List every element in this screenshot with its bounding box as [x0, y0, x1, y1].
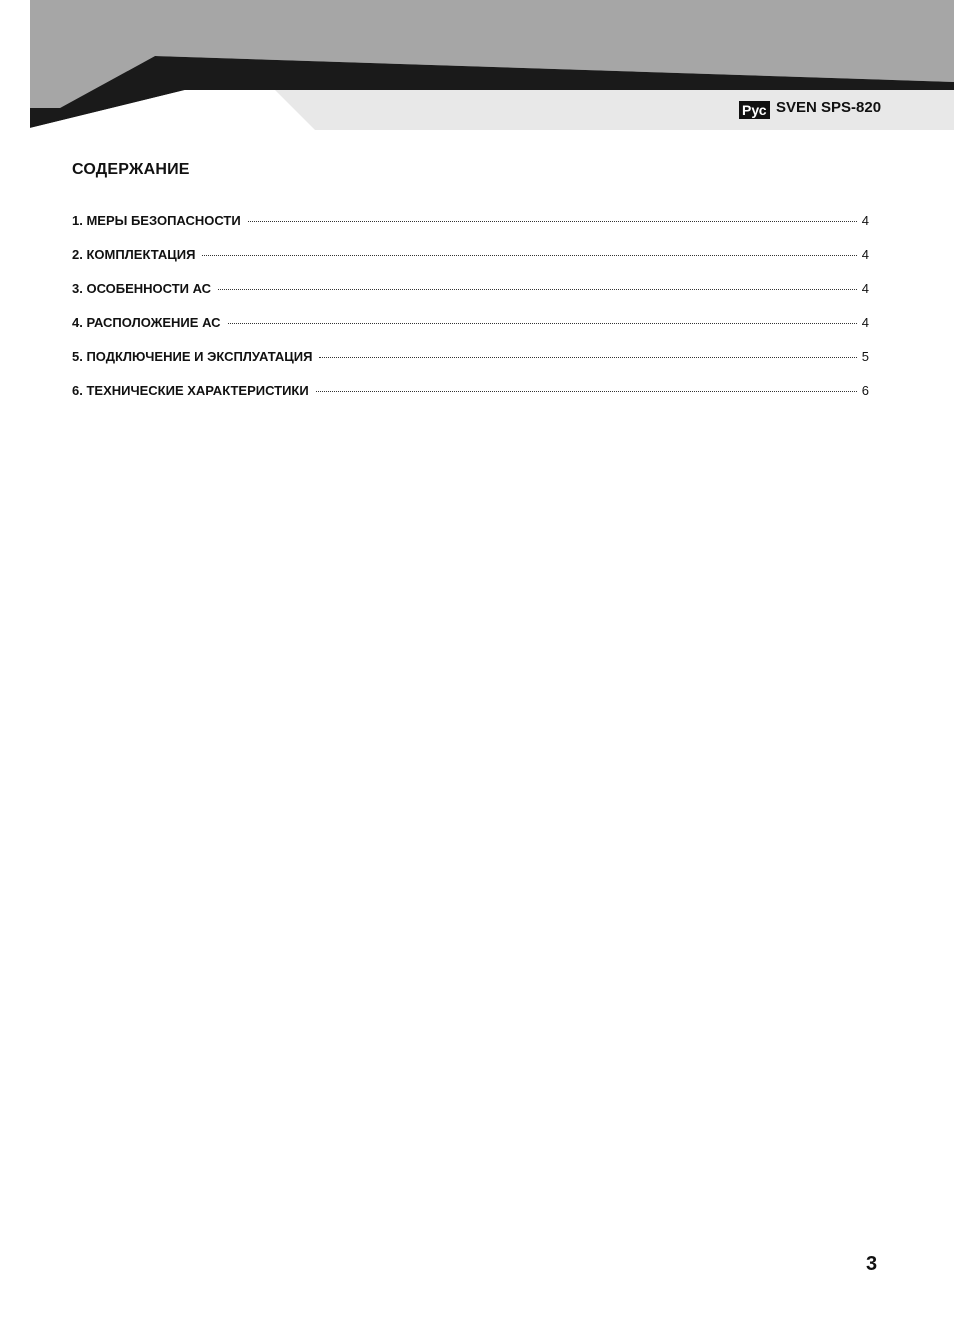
dot-leader [316, 391, 857, 392]
toc-entry[interactable] [72, 213, 869, 247]
toc-entry[interactable] [72, 349, 869, 383]
toc-entry-page: 4 [861, 281, 869, 296]
table-of-contents [72, 213, 869, 417]
dot-leader [319, 357, 856, 358]
toc-title: СОДЕРЖАНИЕ [72, 161, 190, 178]
dot-leader [248, 221, 857, 222]
model-name: SVEN SPS-820 [776, 99, 882, 116]
toc-entry-page: 4 [861, 213, 869, 228]
toc-entry-page: 4 [861, 247, 869, 262]
toc-entry[interactable] [72, 315, 869, 349]
dot-leader [202, 255, 856, 256]
dot-leader [228, 323, 857, 324]
toc-entry-page: 4 [861, 315, 869, 330]
page-number: 3 [866, 1253, 878, 1275]
toc-entry-label: 3. ОСОБЕННОСТИ АС [72, 281, 212, 296]
toc-entry[interactable] [72, 281, 869, 315]
toc-entry-page: 5 [861, 349, 869, 364]
toc-entry-page: 6 [861, 383, 869, 398]
language-badge: Рус [739, 101, 770, 119]
toc-entry-label: 6. ТЕХНИЧЕСКИЕ ХАРАКТЕРИСТИКИ [72, 383, 309, 398]
dot-leader [218, 289, 857, 290]
toc-entry[interactable] [72, 247, 869, 281]
toc-entry-label: 4. РАСПОЛОЖЕНИЕ АС [72, 315, 221, 330]
toc-entry[interactable] [72, 383, 869, 417]
toc-entry-label: 1. МЕРЫ БЕЗОПАСНОСТИ [72, 213, 241, 228]
toc-entry-label: 2. КОМПЛЕКТАЦИЯ [72, 247, 196, 262]
toc-entry-label: 5. ПОДКЛЮЧЕНИЕ И ЭКСПЛУАТАЦИЯ [72, 349, 313, 364]
